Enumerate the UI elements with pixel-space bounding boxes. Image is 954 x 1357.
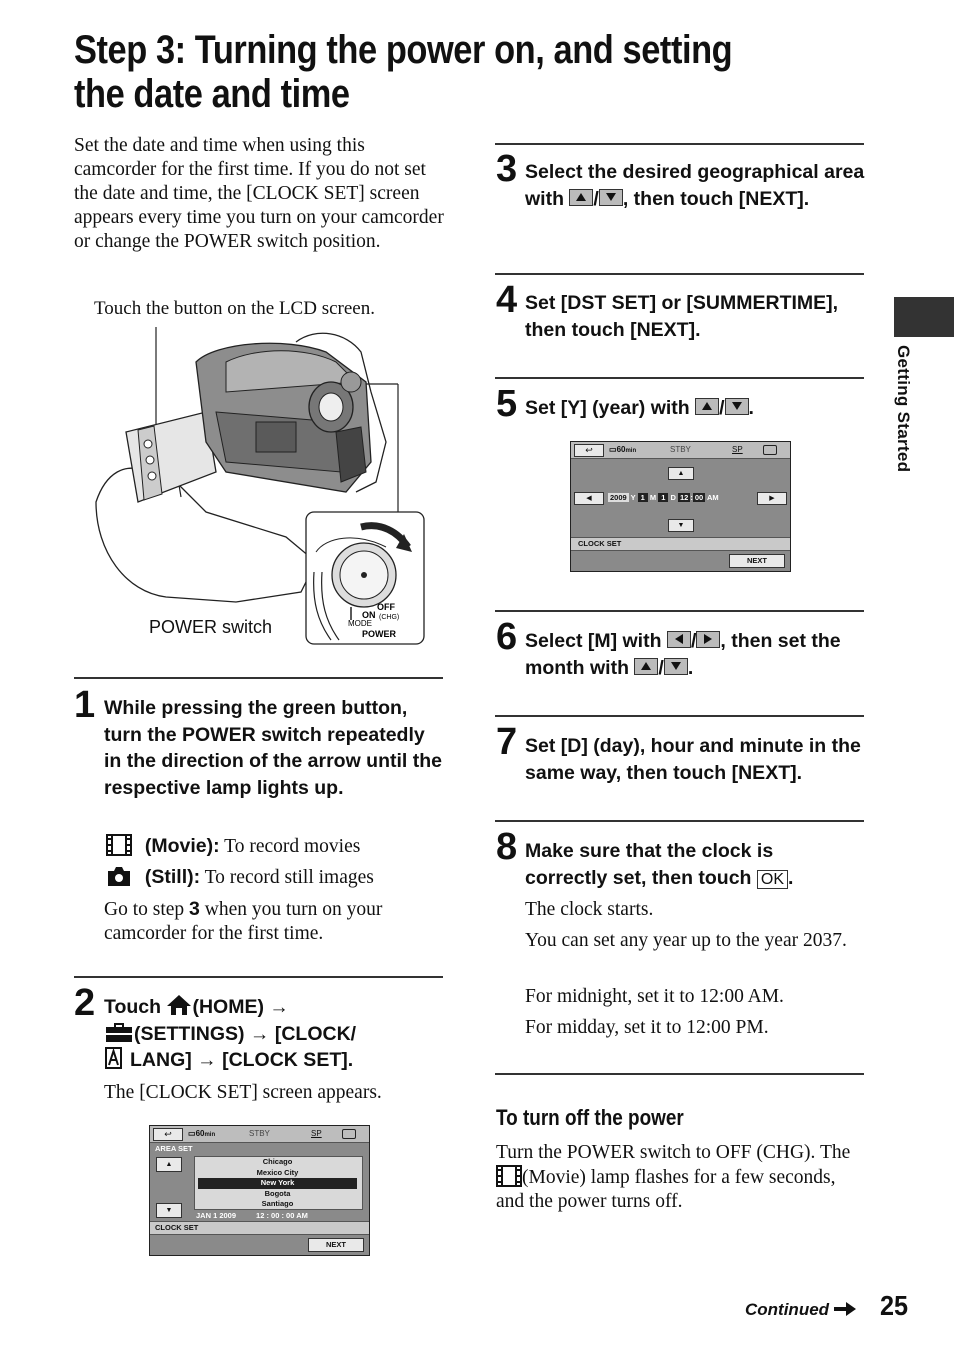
step1-number: 1 [74, 684, 96, 726]
movie-text: To record movies [219, 836, 361, 857]
section-tab-label: Getting Started [894, 345, 913, 473]
clock-set-label: CLOCK SET [578, 539, 622, 548]
home-icon [166, 994, 192, 1016]
year-field[interactable]: 2009 [610, 493, 627, 502]
down-arrow-icon [725, 398, 749, 415]
section-tab [894, 297, 954, 337]
step2-heading: Touch (HOME) → (SETTINGS) → [CLOCK/ LANG] → [CLOCK SET]. [104, 996, 357, 1071]
power-switch-caption: POWER switch [149, 617, 273, 637]
hour-field[interactable]: 12 [680, 493, 689, 502]
step5-heading: Set [Y] (year) with / . [525, 397, 754, 419]
step1-rule [74, 677, 443, 679]
arrow-right-icon [834, 1302, 856, 1316]
dial-off-label: OFF [377, 602, 395, 612]
step4-heading: Set [DST SET] or [SUMMERTIME], then touch [NEXT]. [525, 292, 839, 341]
minute-field[interactable]: 00 [694, 493, 704, 502]
down-arrow-icon [664, 658, 688, 675]
media-icon [342, 1129, 356, 1139]
step1-note: Go to step 3 when you turn on your camcorder for the first time. [104, 898, 383, 944]
back-button[interactable]: ↩ [574, 444, 604, 457]
turnoff-rule [495, 1073, 864, 1075]
continued-label: Continued [745, 1300, 856, 1320]
still-mode-line [106, 865, 446, 890]
movie-icon [496, 1165, 522, 1187]
city-item[interactable]: New York [198, 1178, 357, 1189]
step3-rule [495, 143, 864, 145]
step8-p3: For midnight, set it to 12:00 AM. [525, 986, 784, 1007]
step2-body: The [CLOCK SET] screen appears. [104, 1082, 382, 1103]
down-arrow-icon [599, 189, 623, 206]
step6-rule [495, 610, 864, 612]
next-button[interactable]: NEXT [308, 1238, 364, 1252]
up-arrow-icon [634, 658, 658, 675]
clock-set-screen [570, 441, 791, 572]
dial-chg-label: (CHG) [379, 614, 400, 621]
movie-icon [106, 834, 132, 856]
area-datetime: JAN 1 2009 12 : 00 : 00 AM [196, 1211, 308, 1220]
page-title: Step 3: Turning the power on, and setting the date and time [74, 28, 733, 116]
next-button[interactable]: NEXT [729, 554, 785, 568]
quality-indicator: SP [311, 1129, 322, 1138]
step8-number: 8 [496, 826, 518, 868]
step7-heading: Set [D] (day), hour and minute in the same way, then touch [NEXT]. [525, 735, 861, 784]
camera-icon [106, 865, 132, 887]
clock-set-label: CLOCK SET [155, 1223, 199, 1232]
step7-number: 7 [496, 721, 518, 763]
camcorder-illustration [86, 322, 431, 652]
day-field[interactable]: 1 [658, 493, 668, 502]
field-left-button[interactable]: ◀ [574, 492, 604, 505]
turnoff-body: Turn the POWER switch to OFF (CHG). The (Movie) lamp flashes for a few seconds, and the power turns off. [496, 1142, 851, 1212]
value-down-button[interactable]: ▼ [668, 519, 694, 532]
back-button[interactable]: ↩ [153, 1128, 183, 1141]
step3-number: 3 [496, 148, 518, 190]
step6-heading: Select [M] with / , then set the month with / . [525, 630, 841, 679]
step8-rule [495, 820, 864, 822]
step4-rule [495, 273, 864, 275]
step1-heading: While pressing the green button, turn the POWER switch repeatedly in the direction of the arrow until the respective lamp lights up. [104, 697, 443, 799]
area-set-screen [149, 1125, 370, 1256]
step8-p4: For midday, set it to 12:00 PM. [525, 1017, 769, 1038]
left-arrow-icon [667, 631, 691, 648]
field-right-button[interactable]: ▶ [757, 492, 787, 505]
city-item[interactable]: Santiago [261, 1199, 294, 1208]
right-arrow-icon [696, 631, 720, 648]
step7-rule [495, 715, 864, 717]
city-list-items [194, 1157, 361, 1210]
up-arrow-icon [569, 189, 593, 206]
city-item[interactable]: Chicago [262, 1157, 293, 1166]
clock-fields: 2009 Y 1 M 1 D 12 : 00 AM [610, 493, 719, 502]
dial-on-label: ON [362, 610, 376, 620]
area-down-button[interactable]: ▼ [156, 1203, 182, 1218]
clock-lang-icon [104, 1047, 124, 1069]
area-up-button[interactable]: ▲ [156, 1157, 182, 1172]
step8-p2: You can set any year up to the year 2037. [525, 930, 847, 951]
value-up-button[interactable]: ▲ [668, 467, 694, 480]
month-field[interactable]: 1 [638, 493, 648, 502]
quality-indicator: SP [732, 445, 743, 454]
still-text: To record still images [200, 867, 374, 888]
still-label: (Still): [144, 866, 201, 888]
step2-number: 2 [74, 982, 96, 1024]
step8-p1: The clock starts. [525, 899, 654, 920]
step6-number: 6 [496, 616, 518, 658]
turnoff-heading: To turn off the power [496, 1105, 684, 1130]
battery-indicator: ▭60min [188, 1129, 216, 1138]
settings-toolbox-icon [104, 1021, 134, 1043]
city-item[interactable]: Bogota [264, 1188, 291, 1198]
step4-number: 4 [496, 279, 518, 321]
touch-caption: Touch the button on the LCD screen. [94, 298, 375, 319]
area-set-label: AREA SET [155, 1144, 193, 1153]
media-icon [763, 445, 777, 455]
page-number: 25 [880, 1290, 909, 1321]
movie-mode-line [106, 834, 446, 859]
movie-label: (Movie): [144, 835, 220, 857]
status-text: STBY [670, 445, 691, 454]
step2-rule [74, 976, 443, 978]
step3-heading: Select the desired geographical area with / , then touch [NEXT]. [525, 161, 865, 210]
ok-button-icon: OK [757, 870, 788, 889]
dial-mode-label: MODE [348, 619, 372, 628]
step5-number: 5 [496, 383, 518, 425]
up-arrow-icon [695, 398, 719, 415]
dial-power-label: POWER [362, 629, 397, 639]
status-text: STBY [249, 1129, 270, 1138]
step5-rule [495, 377, 864, 379]
step8-heading: Make sure that the clock is correctly set, then touch OK . [525, 840, 794, 889]
city-item[interactable]: Mexico City [256, 1167, 299, 1177]
battery-indicator: ▭60min [609, 445, 637, 454]
intro-paragraph: Set the date and time when using this camcorder for the first time. If you do not set the date and time, the [CLOCK SET] screen appears every time you turn on your camcorder or change the POWER switch position. [74, 135, 444, 252]
